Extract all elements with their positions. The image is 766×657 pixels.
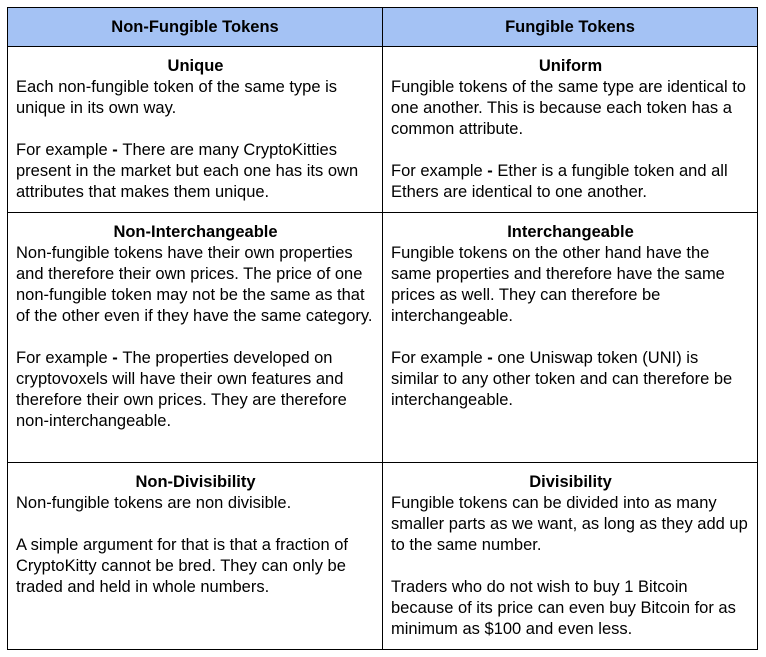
cell-non-interchangeable [8,213,383,463]
cell-non-divisibility [8,463,383,650]
table-row [8,47,758,213]
comparison-table-container [7,7,758,650]
cell-title: Non-Divisibility [135,473,256,491]
example-dash: - [482,349,498,367]
cell-title: Unique [167,57,224,75]
cell-body-2: A simple argument for that is that a fraction of CryptoKitty cannot be bred. They can only be traded and held in whole numbers. [16,536,348,596]
paragraph-gap [391,140,750,161]
example-dash: - [107,349,123,367]
example-prefix: For example [16,141,108,159]
cell-body: Fungible tokens can be divided into as many smaller parts as we want, as long as they add up to the same number. [391,494,748,554]
paragraph-gap [16,119,375,140]
example-text: The properties developed on cryptovoxels will have their own features and therefore their own prices. They are therefore non-interchangeable. [16,349,347,430]
paragraph-gap [16,327,375,348]
example-dash: - [107,141,123,159]
paragraph-gap [391,556,750,577]
cell-title: Divisibility [529,473,612,491]
cell-title: Interchangeable [507,223,634,241]
cell-title: Non-Interchangeable [113,223,278,241]
table-row [8,213,758,463]
cell-example [391,161,750,203]
example-prefix: For example [391,349,483,367]
cell-title: Uniform [538,57,603,75]
paragraph-gap [391,327,750,348]
example-text: one Uniswap token (UNI) is similar to any other token and can therefore be interchangeable. [391,349,733,409]
example-text: There are many CryptoKitties present in the market but each one has its own attributes that makes them unique. [16,141,359,201]
cell-divisibility [383,463,758,650]
example-text: Ether is a fungible token and all Ethers are identical to one another. [391,162,728,201]
table-row [8,463,758,650]
cell-body: Fungible tokens on the other hand have the same properties and therefore have the same prices as well. They can therefore be interchangeable. [391,244,725,325]
cell-example [16,140,375,203]
header-non-fungible: Non-Fungible Tokens [8,8,383,47]
cell-body-2: Traders who do not wish to buy 1 Bitcoin because of its price can even buy Bitcoin for as minimum as $100 and even less. [391,578,736,638]
example-dash: - [482,162,498,180]
cell-body: Each non-fungible token of the same type is unique in its own way. [16,78,338,117]
cell-unique [8,47,383,213]
paragraph-gap [16,514,375,535]
header-fungible: Fungible Tokens [383,8,758,47]
cell-body: Fungible tokens of the same type are identical to one another. This is because each token has a common attribute. [391,78,746,138]
header-row [8,8,758,47]
cell-body: Non-fungible tokens are non divisible. [16,494,292,512]
cell-interchangeable [383,213,758,463]
cell-example [16,348,375,432]
comparison-table [7,7,758,650]
cell-body: Non-fungible tokens have their own properties and therefore their own prices. The price of one non-fungible token may not be the same as that of the other even if they have the same category. [16,244,373,325]
cell-uniform [383,47,758,213]
example-prefix: For example [16,349,108,367]
cell-example [391,348,750,411]
example-prefix: For example [391,162,483,180]
